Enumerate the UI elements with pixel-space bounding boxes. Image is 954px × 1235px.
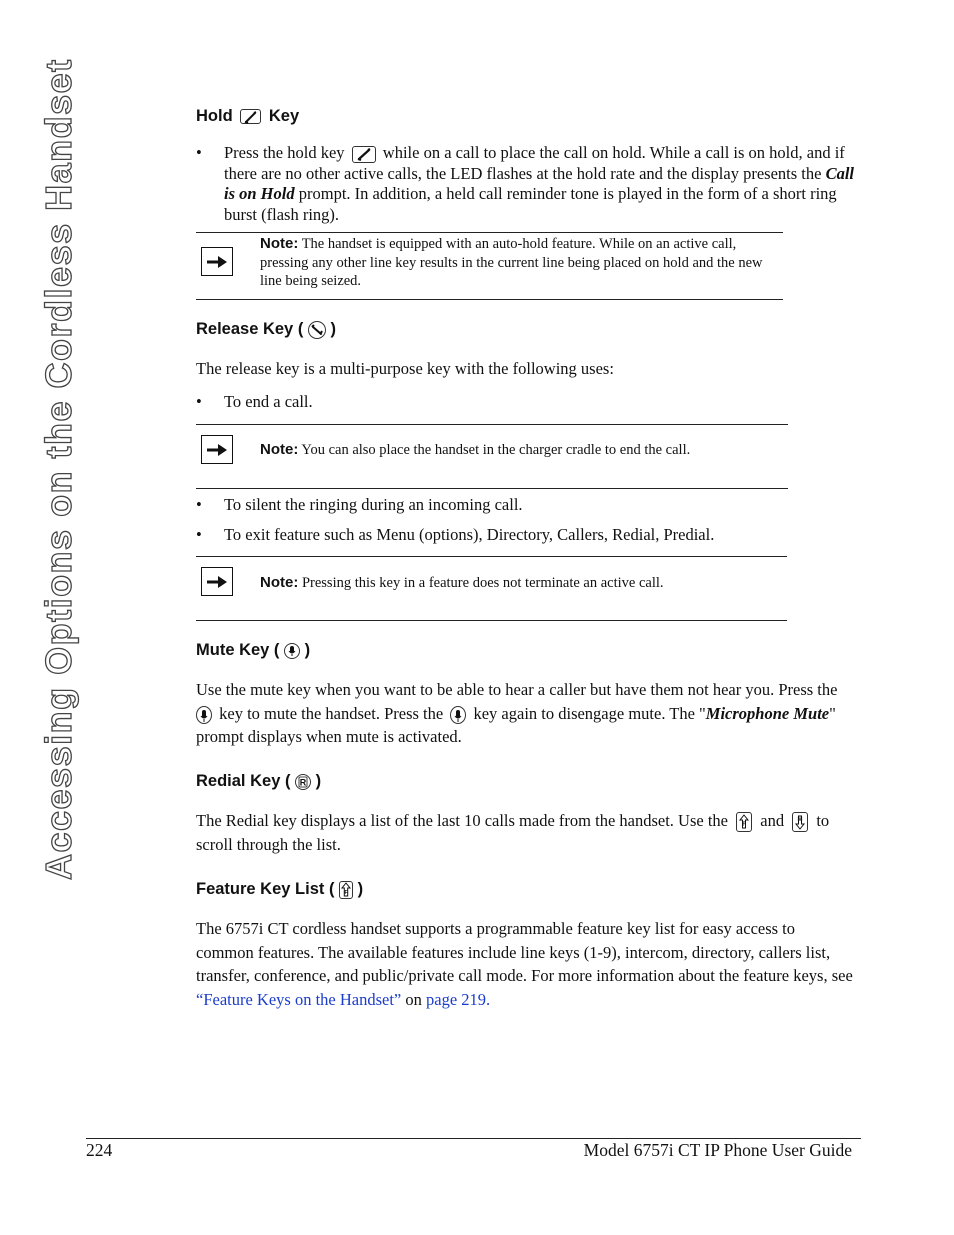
feature-heading-close: ) (357, 880, 364, 898)
redial-heading-text: Redial Key ( (196, 772, 291, 790)
mute-heading-text: Mute Key ( (196, 641, 280, 659)
arrow-right-icon (201, 435, 233, 464)
mute-line1: Use the mute key when you want to be able to hear a caller but have them not hear you. Press the (196, 680, 838, 699)
arrow-right-icon (201, 567, 233, 596)
hold-key-icon (240, 109, 261, 124)
microphone-icon (196, 706, 212, 724)
mute-line2b: key again to disengage mute. The " (473, 703, 706, 723)
mute-paragraph (196, 678, 854, 749)
note-body: You can also place the handset in the charger cradle to end the call. (301, 442, 691, 458)
note-text (260, 235, 780, 291)
footer-divider (86, 1138, 861, 1139)
feature-text-c: . (486, 989, 491, 1009)
note-body: Pressing this key in a feature does not terminate an active call. (301, 575, 664, 591)
note-label: Note: (260, 441, 299, 458)
release-heading-close: ) (330, 320, 337, 338)
hold-bullet-text-a: Press the hold key (224, 143, 345, 162)
mute-line2a: key to mute the handset. Press the (219, 703, 444, 723)
hold-heading-text: Hold (196, 107, 233, 125)
guide-title: Model 6757i CT IP Phone User Guide (583, 1140, 852, 1160)
microphone-icon (450, 706, 466, 724)
arrow-right-icon (201, 247, 233, 276)
release-bullet-text: To end a call. (224, 392, 313, 411)
release-bullet-text: To exit feature such as Menu (options), Directory, Callers, Redial, Predial. (224, 525, 715, 544)
note-box (196, 424, 788, 489)
redial-key-heading (196, 772, 321, 791)
feature-key-list-heading (196, 880, 363, 899)
hold-heading-key: Key (268, 107, 300, 125)
note-label: Note: (260, 574, 299, 591)
hold-key-heading (196, 107, 299, 126)
feature-heading-text: Feature Key List ( (196, 880, 335, 898)
feature-text-b: on (401, 989, 427, 1009)
release-key-heading (196, 320, 336, 339)
mute-heading-close: ) (304, 641, 311, 659)
feature-key-icon (339, 881, 353, 899)
release-intro: The release key is a multi-purpose key with the following uses: (196, 359, 614, 378)
feature-paragraph (196, 917, 854, 1011)
svg-text:F: F (344, 889, 348, 896)
note-box (196, 556, 787, 621)
mute-line3: prompt displays when mute is activated. (196, 727, 462, 746)
hold-bullet-text-c: prompt. In addition, a held call reminder tone is played in the form of a short ring burst (flash ring). (224, 184, 837, 224)
list-item: • To end a call. (196, 392, 854, 413)
note-text (260, 574, 780, 593)
release-key-icon (308, 321, 326, 339)
redial-key-icon (295, 774, 311, 790)
note-box (196, 232, 783, 300)
microphone-icon (284, 643, 300, 659)
redial-heading-close: ) (315, 772, 322, 790)
hold-key-icon (352, 146, 376, 163)
mute-prompt-name: Microphone Mute (705, 703, 830, 723)
svg-text:M: M (797, 817, 803, 824)
mute-line2c: " (829, 703, 836, 723)
note-body: The handset is equipped with an auto-hold feature. While on an active call, pressing any other line key results in the current line being placed on hold and the new line being seized. (260, 236, 763, 289)
svg-text:F: F (742, 822, 746, 829)
redial-text-d: scroll through the list. (196, 834, 341, 854)
release-bullet-text: To silent the ringing during an incoming call. (224, 495, 523, 514)
release-heading-text: Release Key ( (196, 320, 304, 338)
note-text (260, 441, 780, 460)
list-item: • To silent the ringing during an incoming call. (196, 495, 854, 516)
note-label: Note: (260, 235, 299, 252)
svg-text:R: R (299, 777, 307, 788)
redial-text-b: and (760, 811, 785, 830)
redial-text-c: to (816, 811, 830, 830)
feature-text-a: The 6757i CT cordless handset supports a programmable feature key list for easy access to common features. The available features include line keys (1-9), intercom, directory, callers list, transfer, conference, and public/private call mode. For more information about the feature keys, see (196, 919, 853, 985)
list-item: • To exit feature such as Menu (options), Directory, Callers, Redial, Predial. (196, 525, 854, 546)
scroll-down-key-icon (792, 812, 808, 832)
list-item: • Press the hold key while on a call to place the call on hold. While a call is on hold, and if there are no other active calls, the LED flashes at the hold rate and the display presents the Call is on Hold prompt. In addition, a held call reminder tone is played in the form of a short ring burst (flash ring). (196, 143, 855, 224)
hold-prompt-name: Call is on Hold (224, 163, 855, 203)
side-section-title: Accessing Options on the Cordless Handset (38, 58, 79, 880)
page-number: 224 (86, 1140, 113, 1160)
hold-bullet-text-b: while on a call to place the call on hold. While a call is on hold, and if there are no other active calls, the LED flashes at the hold rate and the display presents the (224, 143, 845, 183)
feature-keys-link[interactable]: “Feature Keys on the Handset” (196, 989, 402, 1009)
scroll-up-key-icon (736, 812, 752, 832)
mute-key-heading (196, 641, 310, 660)
page-link[interactable]: page 219 (426, 989, 487, 1009)
redial-text-a: The Redial key displays a list of the last 10 calls made from the handset. Use the (196, 811, 728, 830)
redial-paragraph (196, 809, 854, 856)
